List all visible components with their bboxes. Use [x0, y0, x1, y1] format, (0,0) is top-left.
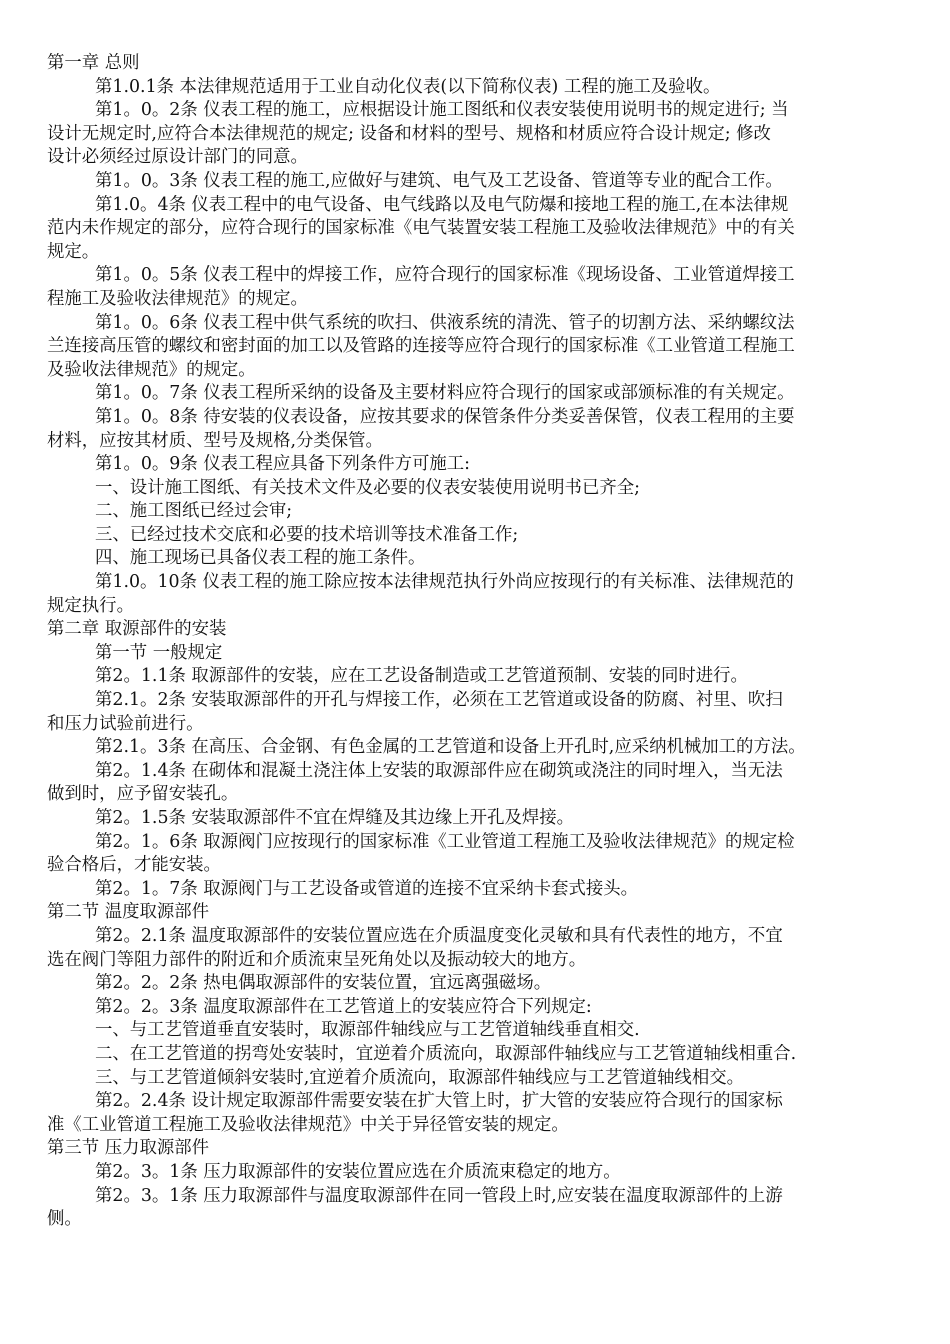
text-line: 范内未作规定的部分，应符合现行的国家标准《电气装置安装工程施工及验收法律规范》中的有关 [47, 218, 795, 239]
text-line: 第2。3。1条 压力取源部件的安装位置应选在介质流束稳定的地方。 [95, 1161, 621, 1182]
section-heading: 第二节 温度取源部件 [47, 902, 210, 923]
text-line: 第2。2。3条 温度取源部件在工艺管道上的安装应符合下列规定: [95, 996, 592, 1017]
text-line: 兰连接高压管的螺纹和密封面的加工以及管路的连接等应符合现行的国家标准《工业管道工程施工 [47, 336, 795, 357]
text-line: 程施工及验收法律规范》的规定。 [47, 288, 308, 309]
text-line: 第2.1。3条 在高压、合金钢、有色金属的工艺管道和设备上开孔时,应采纳机械加工的方法。 [95, 737, 806, 758]
text-line: 第1。0。3条 仪表工程的施工,应做好与建筑、电气及工艺设备、管道等专业的配合工作。 [95, 170, 783, 191]
text-line: 第2。2.1条 温度取源部件的安装位置应选在介质温度变化灵敏和具有代表性的地方，不宜 [95, 925, 783, 946]
text-line: 一、与工艺管道垂直安装时，取源部件轴线应与工艺管道轴线垂直相交. [95, 1020, 640, 1041]
text-line: 第1.0。10条 仪表工程的施工除应按本法律规范执行外尚应按现行的有关标准、法律规范的 [95, 572, 794, 593]
text-line: 第1.0.1条 本法律规范适用于工业自动化仪表(以下简称仪表) 工程的施工及验收。 [95, 76, 721, 97]
text-line: 三、与工艺管道倾斜安装时,宜逆着介质流向，取源部件轴线应与工艺管道轴线相交。 [95, 1067, 744, 1088]
text-line: 设计必须经过原设计部门的同意。 [47, 147, 308, 168]
text-line: 第2。1。7条 取源阀门与工艺设备或管道的连接不宜采纳卡套式接头。 [95, 878, 639, 899]
text-line: 设计无规定时,应符合本法律规范的规定; 设备和材料的型号、规格和材质应符合设计规定; 修改 [47, 123, 771, 144]
section-heading: 第一章 总则 [47, 53, 140, 73]
text-line: 第一节 一般规定 [95, 642, 223, 663]
text-line: 材料，应按其材质、型号及规格,分类保管。 [47, 430, 383, 451]
text-line: 第1。0。2条 仪表工程的施工，应根据设计施工图纸和仪表安装使用说明书的规定进行; 当 [95, 100, 789, 121]
text-line: 第1。0。5条 仪表工程中的焊接工作，应符合现行的国家标准《现场设备、工业管道焊接工 [95, 265, 795, 286]
text-line: 四、施工现场已具备仪表工程的施工条件。 [95, 548, 426, 569]
text-line: 第1。0。7条 仪表工程所采纳的设备及主要材料应符合现行的国家或部颁标准的有关规定。 [95, 383, 795, 404]
text-line: 验合格后，才能安装。 [47, 855, 221, 876]
text-line: 第1。0。6条 仪表工程中供气系统的吹扫、供液系统的清洗、管子的切割方法、采纳螺纹法 [95, 312, 795, 333]
text-line: 规定。 [47, 241, 100, 262]
text-line: 第2。1.5条 安装取源部件不宜在焊缝及其边缘上开孔及焊接。 [95, 808, 575, 828]
text-line: 侧。 [47, 1209, 82, 1230]
text-line: 准《工业管道工程施工及验收法律规范》中关于异径管安装的规定。 [47, 1114, 569, 1135]
text-line: 选在阀门等阻力部件的附近和介质流束呈死角处以及振动较大的地方。 [47, 949, 587, 970]
text-line: 第2。1.4条 在砌体和混凝土浇注体上安装的取源部件应在砌筑或浇注的同时埋入，当无法 [95, 760, 783, 781]
text-line: 规定执行。 [47, 595, 134, 616]
text-line: 二、在工艺管道的拐弯处安装时，宜逆着介质流向，取源部件轴线应与工艺管道轴线相重合. [95, 1043, 797, 1064]
section-heading: 第三节 压力取源部件 [47, 1138, 210, 1159]
text-line: 第2。1。6条 取源阀门应按现行的国家标准《工业管道工程施工及验收法律规范》的规定检 [95, 831, 795, 852]
text-line: 第2。3。1条 压力取源部件与温度取源部件在同一管段上时,应安装在温度取源部件的上游 [95, 1185, 783, 1206]
text-line: 第1.0。4条 仪表工程中的电气设备、电气线路以及电气防爆和接地工程的施工,在本法律规 [95, 194, 789, 215]
text-line: 一、设计施工图纸、有关技术文件及必要的仪表安装使用说明书已齐全; [95, 477, 640, 498]
text-line: 二、施工图纸已经过会审; [95, 501, 293, 522]
section-heading: 第二章 取源部件的安装 [47, 619, 227, 640]
text-line: 和压力试验前进行。 [47, 713, 204, 734]
text-line: 三、已经过技术交底和必要的技术培训等技术准备工作; [95, 524, 519, 545]
text-line: 做到时，应予留安装孔。 [47, 784, 239, 805]
text-line: 第1。0。8条 待安装的仪表设备，应按其要求的保管条件分类妥善保管，仪表工程用的主要 [95, 406, 795, 427]
text-line: 第2。1.1条 取源部件的安装，应在工艺设备制造或工艺管道预制、安装的同时进行。 [95, 666, 748, 687]
text-line: 第1。0。9条 仪表工程应具备下列条件方可施工: [95, 454, 471, 475]
text-line: 及验收法律规范》的规定。 [47, 359, 256, 380]
text-line: 第2.1。2条 安装取源部件的开孔与焊接工作，必须在工艺管道或设备的防腐、衬里、吹扫 [95, 690, 783, 711]
text-line: 第2。2。2条 热电偶取源部件的安装位置，宜远离强磁场。 [95, 973, 552, 994]
text-line: 第2。2.4条 设计规定取源部件需要安装在扩大管上时，扩大管的安装应符合现行的国家标 [95, 1091, 783, 1112]
